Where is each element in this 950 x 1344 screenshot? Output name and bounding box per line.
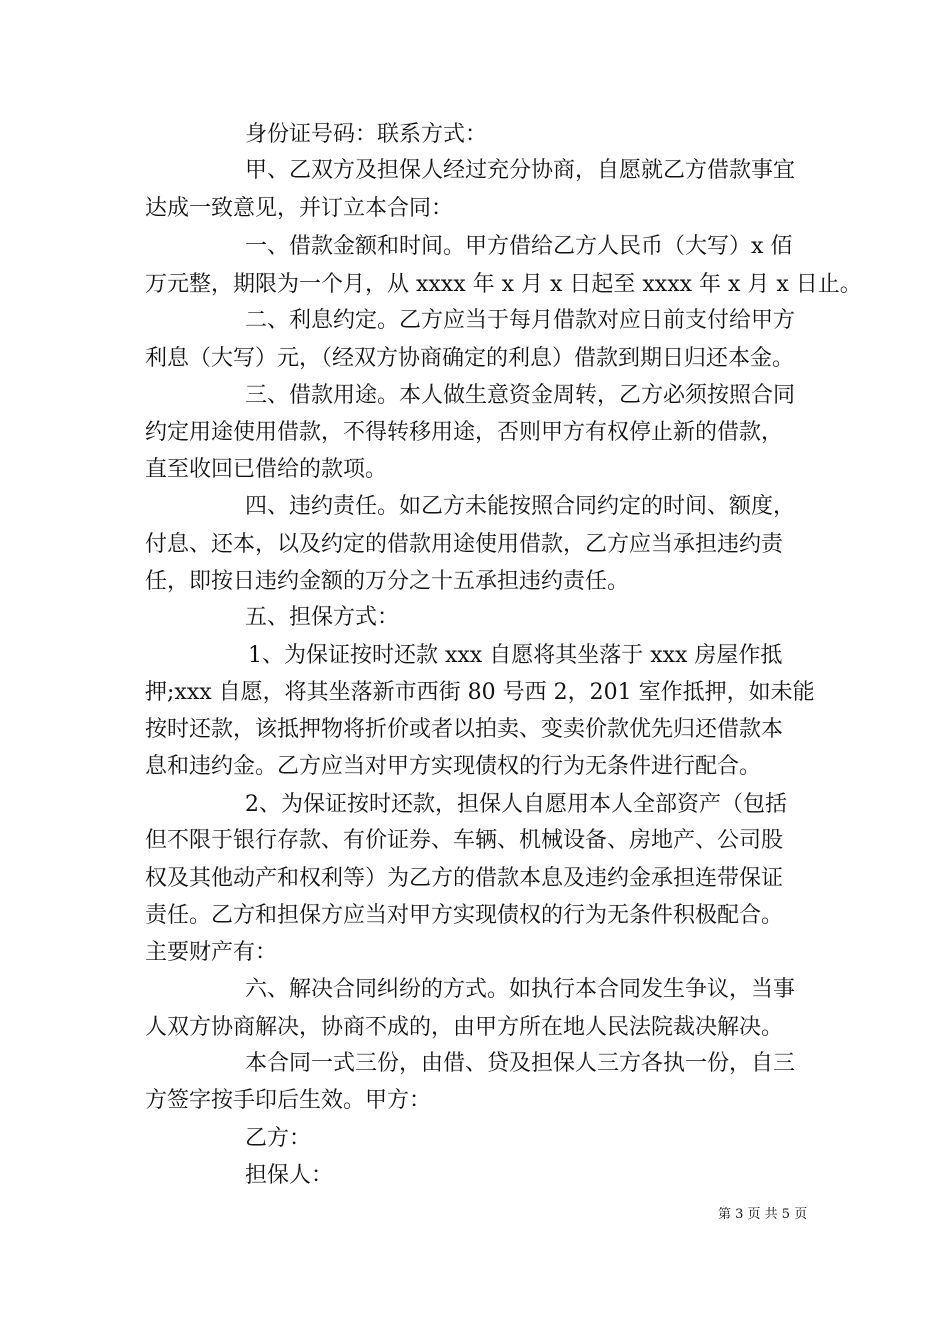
clause-5-item-1-line-1: 1、为保证按时还款 xxx 自愿将其坐落于 xxx 房屋作抵 xyxy=(248,643,783,668)
clause-3-line-2: 约定用途使用借款，不得转移用途，否则甲方有权停止新的借款， xyxy=(145,420,784,445)
clause-5-item-2-line-4: 责任。乙方和担保方应当对甲方实现债权的行为无条件积极配合。 xyxy=(145,903,784,928)
page-number-footer: 第 3 页 共 5 页 xyxy=(718,1207,808,1222)
clause-5-item-2-line-3: 权及其他动产和权利等）为乙方的借款本息及违约金承担连带保证 xyxy=(145,866,784,891)
clause-5-item-1-line-3: 按时还款，该抵押物将折价或者以拍卖、变卖价款优先归还借款本 xyxy=(145,717,784,742)
clause-4-line-2: 付息、还本，以及约定的借款用途使用借款，乙方应当承担违约责 xyxy=(145,532,784,557)
closing-line-1: 本合同一式三份，由借、贷及担保人三方各执一份，自三 xyxy=(245,1051,796,1076)
clause-5-item-2-line-1: 2、为保证按时还款，担保人自愿用本人全部资产（包括 xyxy=(245,792,787,817)
clause-4-line-3: 任，即按日违约金额的万分之十五承担违约责任。 xyxy=(145,569,630,594)
clause-6-line-2: 人双方协商解决，协商不成的，由甲方所在地人民法院裁决解决。 xyxy=(145,1015,784,1040)
clause-5-item-1-line-4: 息和违约金。乙方应当对甲方实现债权的行为无条件进行配合。 xyxy=(145,754,762,779)
clause-5-item-2-line-2: 但不限于银行存款、有价证券、车辆、机械设备、房地产、公司股 xyxy=(145,828,784,853)
main-property-line: 主要财产有： xyxy=(145,940,278,965)
clause-1-line-1: 一、借款金额和时间。甲方借给乙方人民币（大写）x 佰 xyxy=(245,234,793,259)
clause-3-line-3: 直至收回已借给的款项。 xyxy=(145,457,388,482)
clause-5-heading: 五、担保方式： xyxy=(245,605,400,630)
clause-6-line-1: 六、解决合同纠纷的方式。如执行本合同发生争议，当事 xyxy=(245,977,796,1002)
signature-guarantor: 担保人： xyxy=(245,1163,334,1188)
closing-line-2: 方签字按手印后生效。甲方： xyxy=(145,1088,432,1113)
id-contact-line: 身份证号码：联系方式： xyxy=(245,122,488,147)
signature-party-b: 乙方： xyxy=(245,1126,312,1151)
paragraph-intro-line-2: 达成一致意见，并订立本合同： xyxy=(145,196,454,221)
clause-2-line-2: 利息（大写）元，（经双方协商确定的利息）借款到期日归还本金。 xyxy=(145,346,795,371)
paragraph-intro-line-1: 甲、乙双方及担保人经过充分协商，自愿就乙方借款事宜 xyxy=(245,158,796,183)
clause-5-item-1-line-2: 押;xxx 自愿，将其坐落新市西街 80 号西 2，201 室作抵押，如未能 xyxy=(145,680,815,705)
clause-4-line-1: 四、违约责任。如乙方未能按照合同约定的时间、额度， xyxy=(245,494,796,519)
clause-2-line-1: 二、利息约定。乙方应当于每月借款对应日前支付给甲方 xyxy=(245,308,796,333)
clause-1-line-2: 万元整，期限为一个月，从 xxxx 年 x 月 x 日起至 xxxx 年 x 月 x 日止。 xyxy=(145,272,862,297)
clause-3-line-1: 三、借款用途。本人做生意资金周转，乙方必须按照合同 xyxy=(245,383,796,408)
